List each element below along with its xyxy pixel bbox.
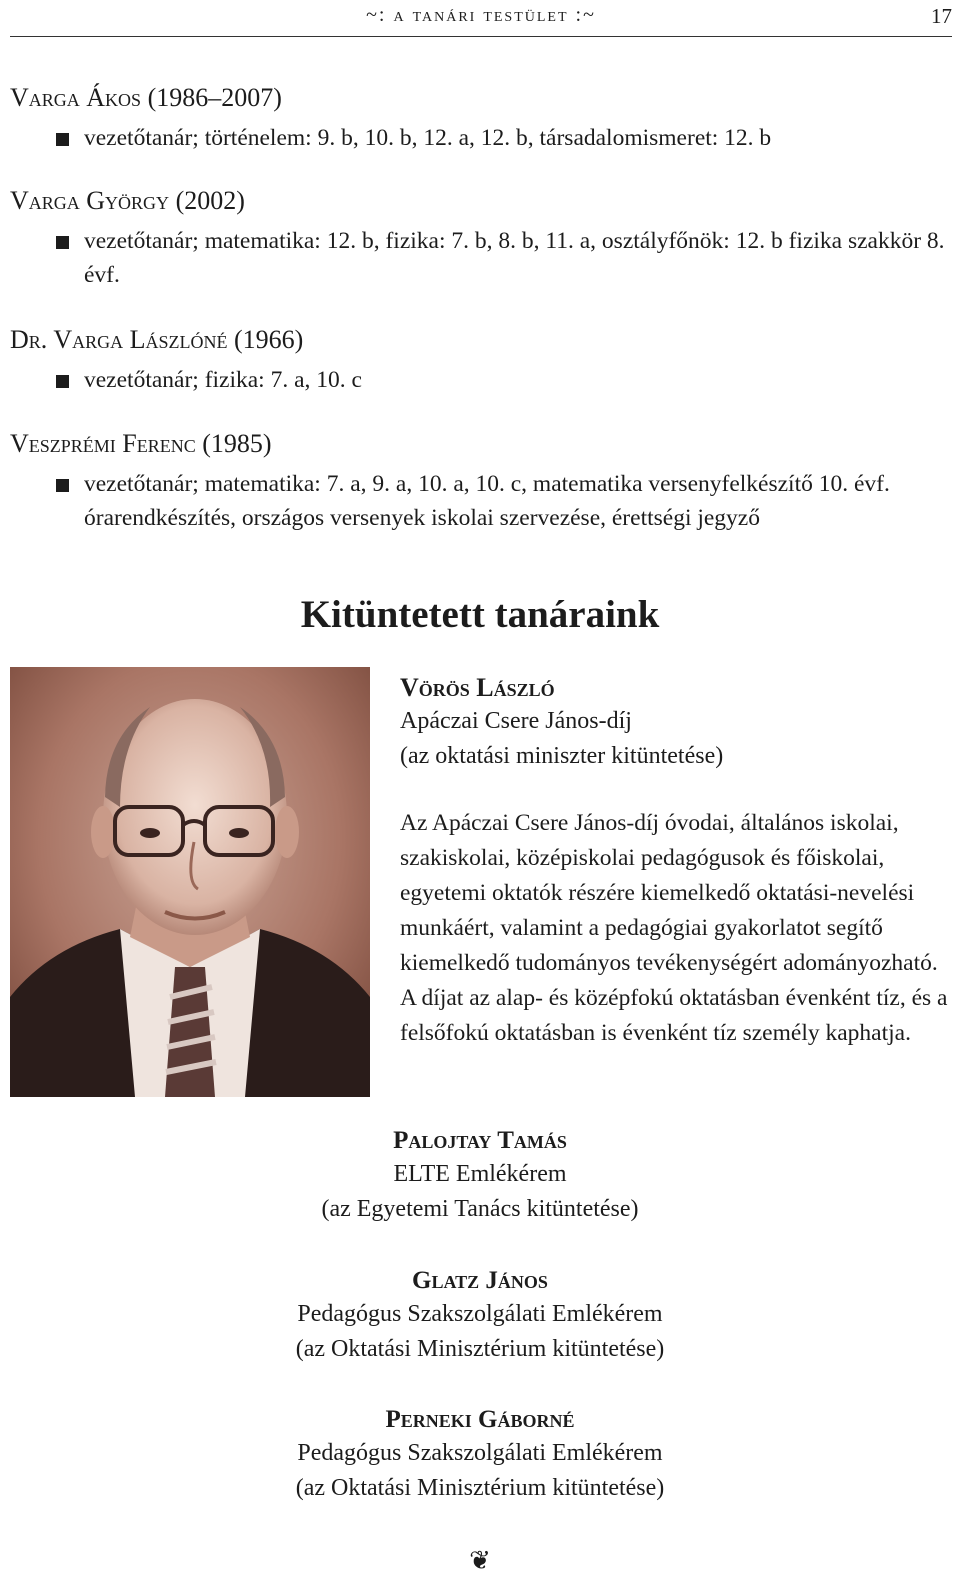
award-title: ELTE Emlékérem (393, 1161, 567, 1187)
award-note: (az Oktatási Minisztérium kitüntetése) (295, 1475, 665, 1501)
staff-name: Dr. Varga Lászlóné (1966) (10, 325, 304, 354)
page-number: 17 (931, 4, 952, 28)
staff-name: Veszprémi Ferenc (1985) (10, 429, 272, 458)
awardee-name: Palojtay Tamás (393, 1127, 567, 1154)
award-title: Pedagógus Szakszolgálati Emlékérem (297, 1440, 663, 1466)
running-title: ~: a tanári testület :~ (366, 4, 596, 26)
running-header (10, 0, 952, 37)
staff-entry (10, 83, 950, 155)
award-description: Az Apáczai Csere János-díj óvodai, általános iskolai, szakiskolai, középiskolai pedagógusok és főiskolai, egyetemi oktatók részére kiemelkedő oktatási-nevelési munkáért, valamint a pedagógiai gyakorlatot segítő kiemelkedő tudományos tevékenységért adományozható. A díjat az alap- és középfokú oktatásban évenként tíz, és a felsőfokú oktatásban is évenként tíz személy kaphatja. (400, 810, 948, 1046)
section-heading: Kitüntetett tanáraink (300, 593, 660, 636)
award-entry (0, 1125, 960, 1227)
award-entry (0, 1265, 960, 1367)
bullet-icon (56, 375, 69, 388)
award-entry (0, 1404, 960, 1506)
awardee-name: Glatz János (412, 1267, 548, 1294)
award-note: (az oktatási miniszter kitüntetése) (400, 743, 724, 769)
awardee-name: Vörös László (400, 673, 555, 702)
award-title: Apáczai Csere János-díj (400, 708, 632, 734)
staff-entry (10, 325, 950, 397)
award-note: (az Egyetemi Tanács kitüntetése) (321, 1196, 639, 1222)
ornament-icon: ❦ (469, 1546, 491, 1575)
staff-details: vezetőtanár; történelem: 9. b, 10. b, 12. a, 12. b, társadalomismeret: 12. b (10, 121, 950, 155)
award-title: Pedagógus Szakszolgálati Emlékérem (297, 1301, 663, 1327)
staff-name: Varga Ákos (1986–2007) (10, 83, 282, 112)
bullet-icon (56, 479, 69, 492)
featured-award (400, 672, 950, 1051)
staff-name: Varga György (2002) (10, 186, 245, 215)
awardee-name: Perneki Gáborné (385, 1406, 575, 1433)
portrait-photo (10, 667, 370, 1097)
staff-details: vezetőtanár; matematika: 7. a, 9. a, 10. a, 10. c, matematika versenyfelkészítő 10. évf. órarendkészítés, országos versenyek iskolai szervezése, érettségi jegyző (10, 467, 950, 535)
bullet-icon (56, 133, 69, 146)
staff-entry (10, 186, 950, 292)
staff-details: vezetőtanár; fizika: 7. a, 10. c (10, 363, 950, 397)
award-note: (az Oktatási Minisztérium kitüntetése) (295, 1336, 665, 1362)
bullet-icon (56, 236, 69, 249)
staff-details: vezetőtanár; matematika: 12. b, fizika: 7. b, 8. b, 11. a, osztályfőnök: 12. b fizika szakkör 8. évf. (10, 224, 950, 292)
staff-entry (10, 429, 950, 535)
